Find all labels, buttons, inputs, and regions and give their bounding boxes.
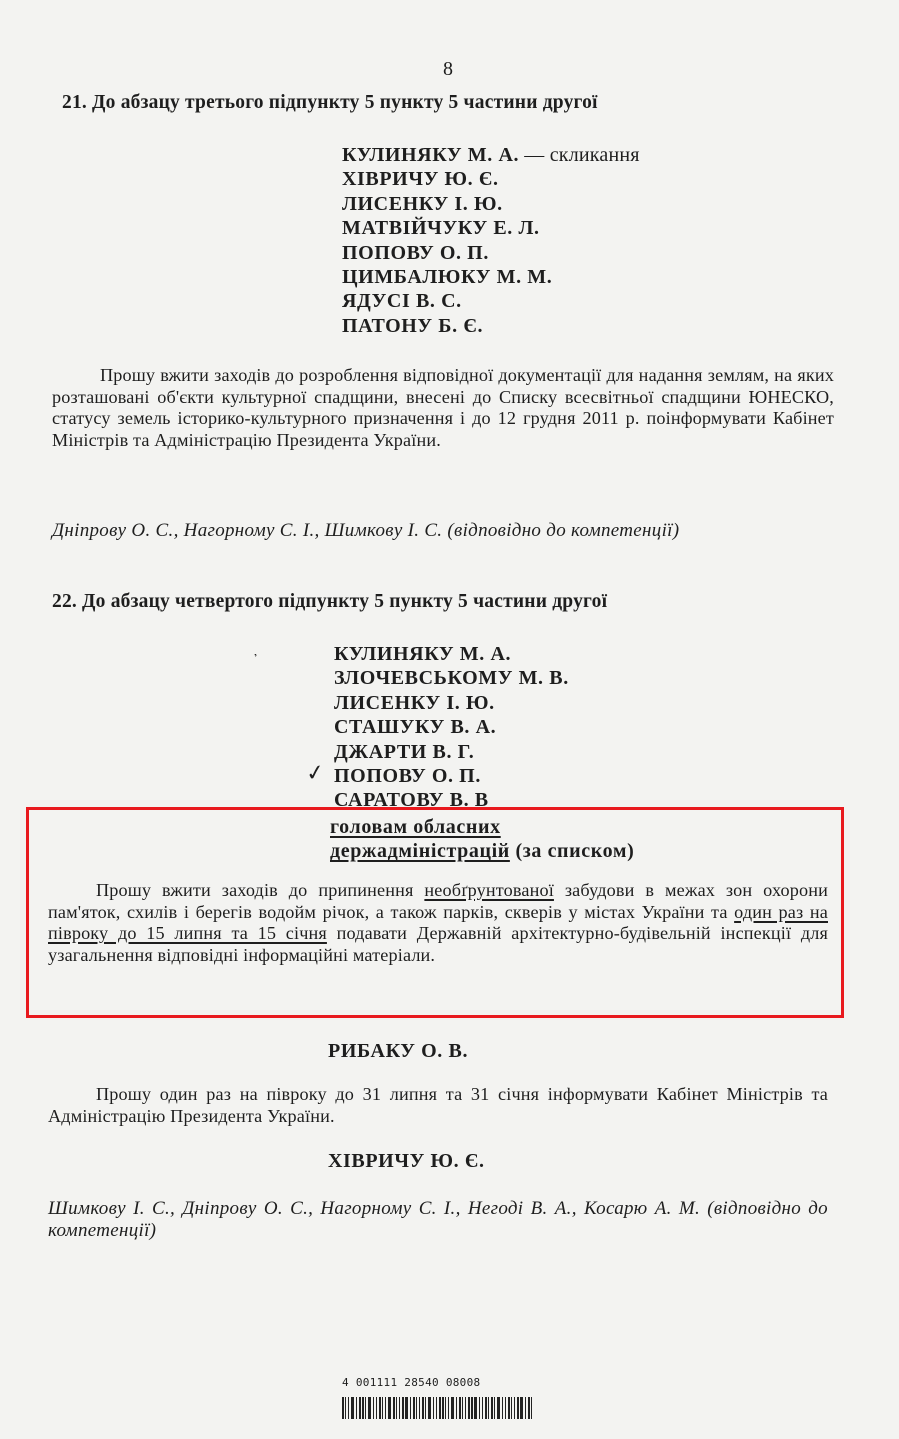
- barcode-bar: [488, 1397, 489, 1419]
- barcode-bar: [416, 1397, 417, 1419]
- barcode-bar: [517, 1397, 519, 1419]
- section-21-name: [342, 314, 640, 338]
- barcode-number: 4 001111 28540 08008: [342, 1376, 481, 1389]
- section-22-name: КУЛИНЯКУ М. А.: [334, 643, 512, 665]
- barcode-bar: [442, 1397, 444, 1419]
- barcode-bar: [505, 1397, 506, 1419]
- barcode-bar: [468, 1397, 470, 1419]
- barcode-bar: [439, 1397, 441, 1419]
- regional-heads-underlined: держадміністрацій: [330, 840, 510, 863]
- barcode-bar: [474, 1397, 477, 1419]
- section-21-name: [342, 192, 640, 216]
- request-underlined-part: необґрунтованої: [424, 880, 554, 900]
- section-21-name: [342, 216, 640, 240]
- section-21-copy-to: Дніпрову О. С., Нагорному С. І., Шимкову І. С. (відповідно до компетенції): [52, 520, 680, 541]
- barcode-bar: [494, 1397, 495, 1419]
- barcode-bar: [436, 1397, 437, 1419]
- request-part: річок: [322, 901, 365, 922]
- section-22-heading: 22. До абзацу четвертого підпункту 5 пункту 5 частини другої: [52, 591, 608, 612]
- section-22-copy-to: Шимкову І. С., Дніпрову О. С., Нагорному С. І., Негоді В. А., Косарю А. М. (відповідно до компетенції): [48, 1198, 828, 1241]
- barcode-bar: [502, 1397, 503, 1419]
- barcode-bar: [422, 1397, 424, 1419]
- barcode-bar: [451, 1397, 454, 1419]
- section-22-name: ЛИСЕНКУ І. Ю.: [334, 691, 495, 714]
- request-part: забудови в межах зон охорони пам'яток, схилів і берегів водойм: [48, 880, 828, 922]
- section-21-heading: 21. До абзацу третього підпункту 5 пункту 5 частини другої: [62, 92, 598, 113]
- barcode-bar: [465, 1397, 466, 1419]
- rybaku-request-text: Прошу один раз на півроку до 31 липня та 31 січня інформувати Кабінет Міністрів та Адміністрацію Президента України.: [48, 1084, 828, 1126]
- section-21-name-list: [342, 143, 640, 338]
- section-21-request-text: Прошу вжити заходів до розроблення відповідної документації для надання землям, на яких розташовані об'єкти культурної спадщини, внесені до Списку всесвітньої спадщини ЮНЕСКО, статусу земель історико-культурного призначення і до 12 грудня 2011 р. поінформувати Кабінет Міністрів та Адміністрацію Президента України.: [52, 365, 834, 450]
- barcode-bar: [365, 1397, 366, 1419]
- barcode-bar: [402, 1397, 404, 1419]
- regional-heads-suffix: (за списком): [509, 840, 635, 863]
- barcode-bar: [425, 1397, 426, 1419]
- ink-mark: ᾿: [252, 651, 264, 668]
- barcode-bar: [405, 1397, 408, 1419]
- recipient-name: ЛИСЕНКУ І. Ю.: [342, 192, 503, 215]
- section-21-name: [342, 265, 640, 289]
- section-21-request: [52, 365, 834, 451]
- request-part: подавати Державній архітектурно-будівельній інспекції для узагальнення відповідні інформаційні матеріали.: [48, 923, 828, 965]
- rybaku-name: РИБАКУ О. В.: [328, 1040, 469, 1062]
- regional-heads-line-1: головам обласних: [330, 816, 501, 838]
- barcode-bar: [373, 1397, 374, 1419]
- barcode-bar: [497, 1397, 500, 1419]
- barcode-bar: [514, 1397, 515, 1419]
- barcode-bar: [462, 1397, 463, 1419]
- barcode-bar: [528, 1397, 530, 1419]
- barcode-bar: [379, 1397, 381, 1419]
- section-22-name: ЗЛОЧЕВСЬКОМУ М. В.: [334, 667, 569, 690]
- barcode-bar: [428, 1397, 431, 1419]
- barcode-bar: [351, 1397, 354, 1419]
- section-21-name: [342, 143, 640, 167]
- barcode-bar: [445, 1397, 446, 1419]
- red-highlight-box: [26, 807, 844, 1018]
- barcode-bar: [342, 1397, 344, 1419]
- section-21-name: [342, 289, 640, 313]
- barcode-bar: [376, 1397, 377, 1419]
- barcode-bar: [382, 1397, 383, 1419]
- barcode-bar: [362, 1397, 364, 1419]
- recipient-name: ПАТОНУ Б. Є.: [342, 314, 484, 337]
- section-22-name-list: [334, 642, 569, 813]
- section-22-name: ДЖАРТИ В. Г.: [334, 740, 475, 763]
- convening-note: — скликання: [519, 144, 640, 166]
- section-22-name: ПОПОВУ О. П.: [334, 765, 481, 788]
- section-21-name: [342, 167, 640, 191]
- recipient-name: ЦИМБАЛЮКУ М. М.: [342, 266, 553, 289]
- section-22-name: СТАШУКУ В. А.: [334, 716, 497, 739]
- barcode-bar: [482, 1397, 483, 1419]
- recipient-name: ЯДУСІ В. С.: [342, 290, 462, 313]
- barcode-bar: [388, 1397, 391, 1419]
- barcode-bar: [348, 1397, 349, 1419]
- request-part: , а також парків, скверів у містах України та: [364, 901, 735, 922]
- barcode-bar: [368, 1397, 371, 1419]
- barcode-bar: [531, 1397, 532, 1419]
- section-22-name: САРАТОВУ В. В: [334, 789, 489, 812]
- checkmark-icon: ✓: [304, 758, 327, 787]
- barcode-bar: [485, 1397, 487, 1419]
- barcode-bar: [399, 1397, 400, 1419]
- barcode-bar: [385, 1397, 386, 1419]
- request-underlined-deadline: один раз на півроку до 15 липня та 15 січня: [48, 901, 828, 943]
- barcode-bar: [508, 1397, 510, 1419]
- section-21-name: [342, 241, 640, 265]
- barcode-bar: [479, 1397, 480, 1419]
- barcode-bar: [345, 1397, 346, 1419]
- barcode-bar: [520, 1397, 523, 1419]
- barcode-bar: [396, 1397, 397, 1419]
- page-number: 8: [443, 58, 453, 80]
- barcode-bar: [433, 1397, 434, 1419]
- barcode: [342, 1395, 534, 1419]
- recipient-name: ХІВРИЧУ Ю. Є.: [342, 168, 499, 191]
- barcode-bar: [393, 1397, 395, 1419]
- barcode-bar: [459, 1397, 461, 1419]
- barcode-bar: [410, 1397, 411, 1419]
- barcode-bar: [491, 1397, 493, 1419]
- request-part: Прошу вжити заходів до припинення: [96, 880, 425, 900]
- barcode-bar: [525, 1397, 526, 1419]
- barcode-bar: [511, 1397, 512, 1419]
- barcode-bar: [448, 1397, 449, 1419]
- barcode-bar: [413, 1397, 415, 1419]
- rybaku-request: [48, 1084, 828, 1127]
- khivrychu-name: ХІВРИЧУ Ю. Є.: [328, 1150, 485, 1172]
- barcode-bar: [471, 1397, 473, 1419]
- recipient-name: МАТВІЙЧУКУ Е. Л.: [342, 217, 540, 240]
- barcode-bar: [356, 1397, 357, 1419]
- barcode-bar: [359, 1397, 361, 1419]
- recipient-name: ПОПОВУ О. П.: [342, 241, 489, 264]
- barcode-bar: [419, 1397, 420, 1419]
- barcode-bar: [456, 1397, 457, 1419]
- recipient-name: КУЛИНЯКУ М. А.: [342, 144, 520, 166]
